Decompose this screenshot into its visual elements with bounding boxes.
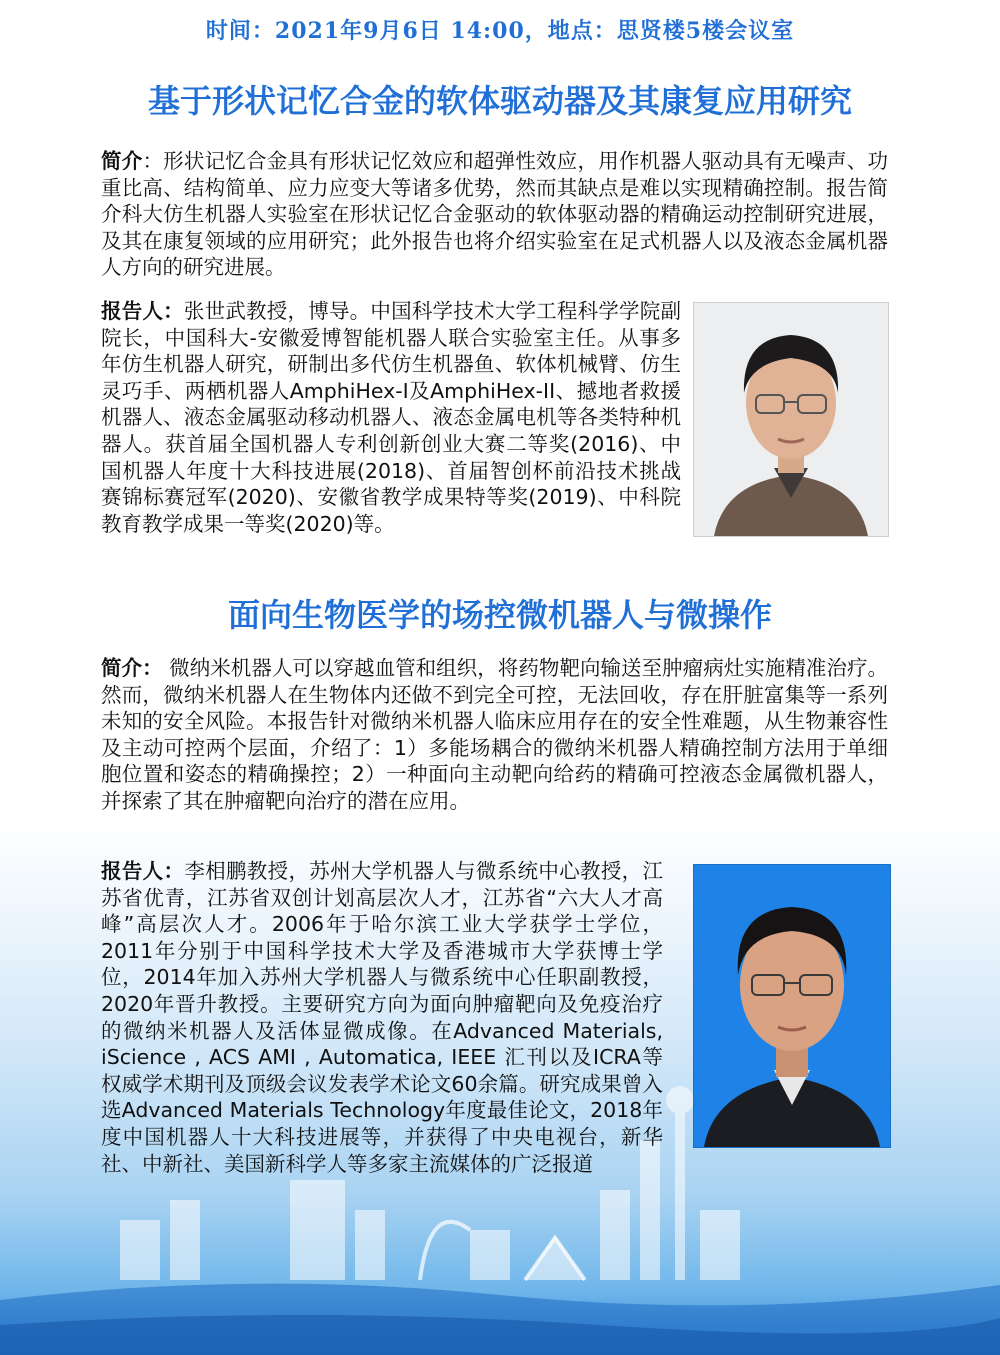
talk2-title: 面向生物医学的场控微机器人与微操作 [227, 596, 772, 634]
talk1-speaker-bio [101, 298, 681, 537]
talk1-abstract-label: 简介 [101, 149, 143, 173]
talk2-speaker-text: 李相鹏教授，苏州大学机器人与微系统中心教授，江苏省优青，江苏省双创计划高层次人才，江苏省“六大人才高峰”高层次人才。2006年于哈尔滨工业大学获学士学位，2011年分别于中国科学技术大学及香港城市大学获博士学位，2014年加入苏州大学机器人与微系统中心任职副教授，2020年晋升教授。主要研究方向为面向肿瘤靶向及免疫治疗的微纳米机器人及活体显微成像。在Advanced Materials, iScience , ACS AMI , Automatica, IEEE 汇刊以及ICRA等权威学术期刊及顶级会议发表学术论文60余篇。研究成果曾入选Advanced Materials Technology年度最佳论文，2018年度中国机器人十大科技进展等，并获得了中央电视台，新华社、中新社、美国新科学人等多家主流媒体的广泛报道 [101, 859, 664, 1176]
talk1-abstract [101, 148, 888, 281]
speaker1-photo [693, 302, 889, 537]
talk2-abstract [101, 655, 888, 815]
talk2-speaker-label: 报告人： [101, 859, 185, 883]
talk1-speaker-text: 张世武教授，博导。中国科学技术大学工程科学学院副院长，中国科大-安徽爱博智能机器人联合实验室主任。从事多年仿生机器人研究，研制出多代仿生机器鱼、软体机械臂、仿生灵巧手、两栖机器人AmphiHex-I及AmphiHex-II、撼地者救援机器人、液态金属驱动移动机器人、液态金属电机等各类特种机器人。获首届全国机器人专利创新创业大赛二等奖(2016)、中国机器人年度十大科技进展(2018)、首届智创杯前沿技术挑战赛锦标赛冠军(2020)、安徽省教学成果特等奖(2019)、中科院教育教学成果一等奖(2020)等。 [101, 299, 682, 536]
speaker2-photo [693, 864, 891, 1148]
talk1-speaker-label: 报告人： [101, 299, 184, 323]
talk1-title: 基于形状记忆合金的软体驱动器及其康复应用研究 [147, 82, 852, 120]
talk1-abstract-text: ：形状记忆合金具有形状记忆效应和超弹性效应，用作机器人驱动具有无噪声、功重比高、结构简单、应力应变大等诸多优势，然而其缺点是难以实现精确控制。报告简介科大仿生机器人实验室在形状记忆合金驱动的软体驱动器的精确运动控制研究进展，及其在康复领域的应用研究；此外报告也将介绍实验室在足式机器人以及液态金属机器人方向的研究进展。 [101, 149, 889, 280]
talk2-abstract-label: 简介： [101, 656, 163, 680]
talk2-speaker-bio [101, 858, 663, 1177]
event-time-location: 时间：2021年9月6日 14:00，地点：思贤楼5楼会议室 [205, 18, 795, 44]
talk2-abstract-text: 微纳米机器人可以穿越血管和组织，将药物靶向输送至肿瘤病灶实施精准治疗。然而，微纳米机器人在生物体内还做不到完全可控，无法回收，存在肝脏富集等一系列未知的安全风险。本报告针对微纳米机器人临床应用存在的安全性难题，从生物兼容性及主动可控两个层面，介绍了：1）多能场耦合的微纳米机器人精确控制方法用于单细胞位置和姿态的精确操控；2）一种面向主动靶向给药的精确可控液态金属微机器人，并探索了其在肿瘤靶向治疗的潜在应用。 [101, 656, 889, 813]
